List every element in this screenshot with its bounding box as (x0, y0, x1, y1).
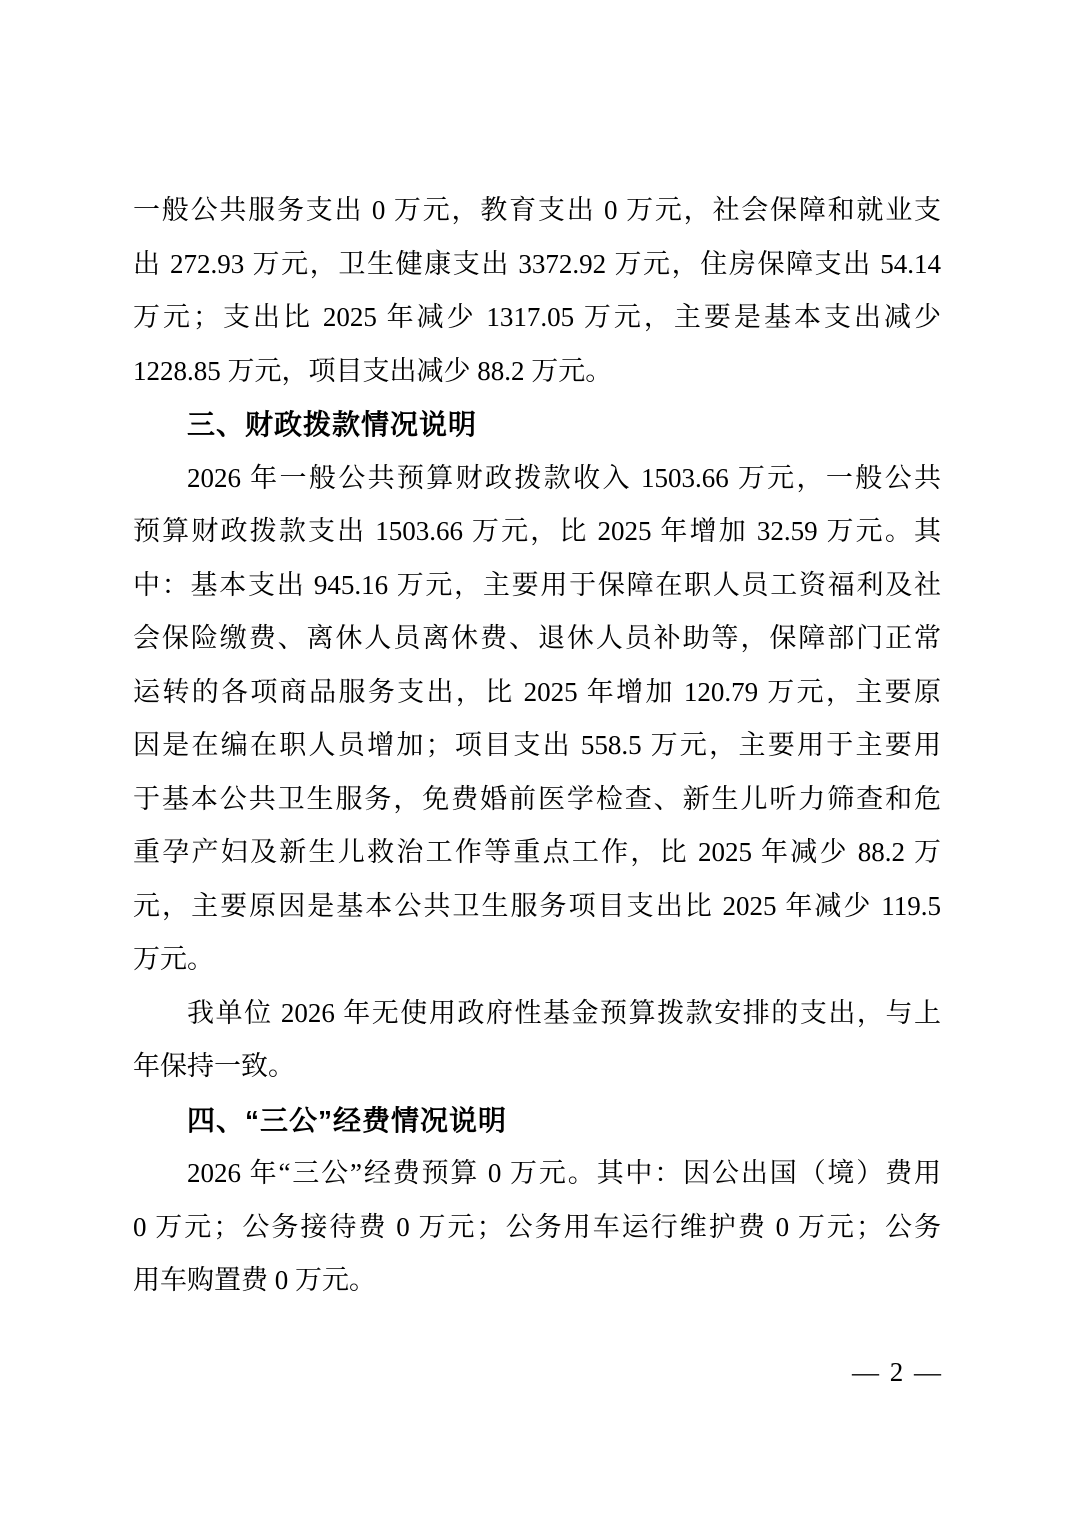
document-body (133, 184, 941, 1308)
text-line: 一般公共服务支出 0 万元，教育支出 0 万元，社会保障和就业支 (133, 195, 941, 225)
text-line: 万元。 (133, 944, 214, 974)
text-line: 中：基本支出 945.16 万元，主要用于保障在职人员工资福利及社 (133, 569, 941, 600)
text-line: 会保险缴费、离休人员离休费、退休人员补助等，保障部门正常 (133, 623, 941, 653)
text-line: 于基本公共卫生服务，免费婚前医学检查、新生儿听力筛查和危 (133, 783, 941, 814)
text-line: 元，主要原因是基本公共卫生服务项目支出比 2025 年减少 119.5 (133, 890, 941, 921)
text-line: 2026 年一般公共预算财政拨款收入 1503.66 万元，一般公共 (187, 462, 941, 493)
text-line: 我单位 2026 年无使用政府性基金预算拨款安排的支出，与上 (187, 997, 941, 1028)
text-line: 预算财政拨款支出 1503.66 万元，比 2025 年增加 32.59 万元。其 (133, 516, 941, 546)
text-line: 重孕产妇及新生儿救治工作等重点工作，比 2025 年减少 88.2 万 (133, 837, 941, 867)
section-heading: 三、财政拨款情况说明 (187, 409, 478, 440)
text-line: 出 272.93 万元，卫生健康支出 3372.92 万元，住房保障支出 54.14 (133, 248, 941, 279)
text-line: 2026 年“三公”经费预算 0 万元。其中：因公出国（境）费用 (187, 1158, 941, 1188)
section-heading: 四、“三公”经费情况说明 (187, 1104, 508, 1136)
text-line: 用车购置费 0 万元。 (133, 1265, 376, 1295)
text-line: 万元；支出比 2025 年减少 1317.05 万元，主要是基本支出减少 (133, 302, 941, 332)
page-number: — 2 — (852, 1357, 943, 1387)
text-line: 因是在编在职人员增加；项目支出 558.5 万元，主要用于主要用 (133, 730, 941, 760)
text-line: 1228.85 万元，项目支出减少 88.2 万元。 (133, 355, 613, 386)
text-line: 0 万元；公务接待费 0 万元；公务用车运行维护费 0 万元；公务 (133, 1211, 941, 1242)
text-line: 运转的各项商品服务支出，比 2025 年增加 120.79 万元，主要原 (133, 676, 941, 707)
text-line: 年保持一致。 (133, 1051, 295, 1081)
